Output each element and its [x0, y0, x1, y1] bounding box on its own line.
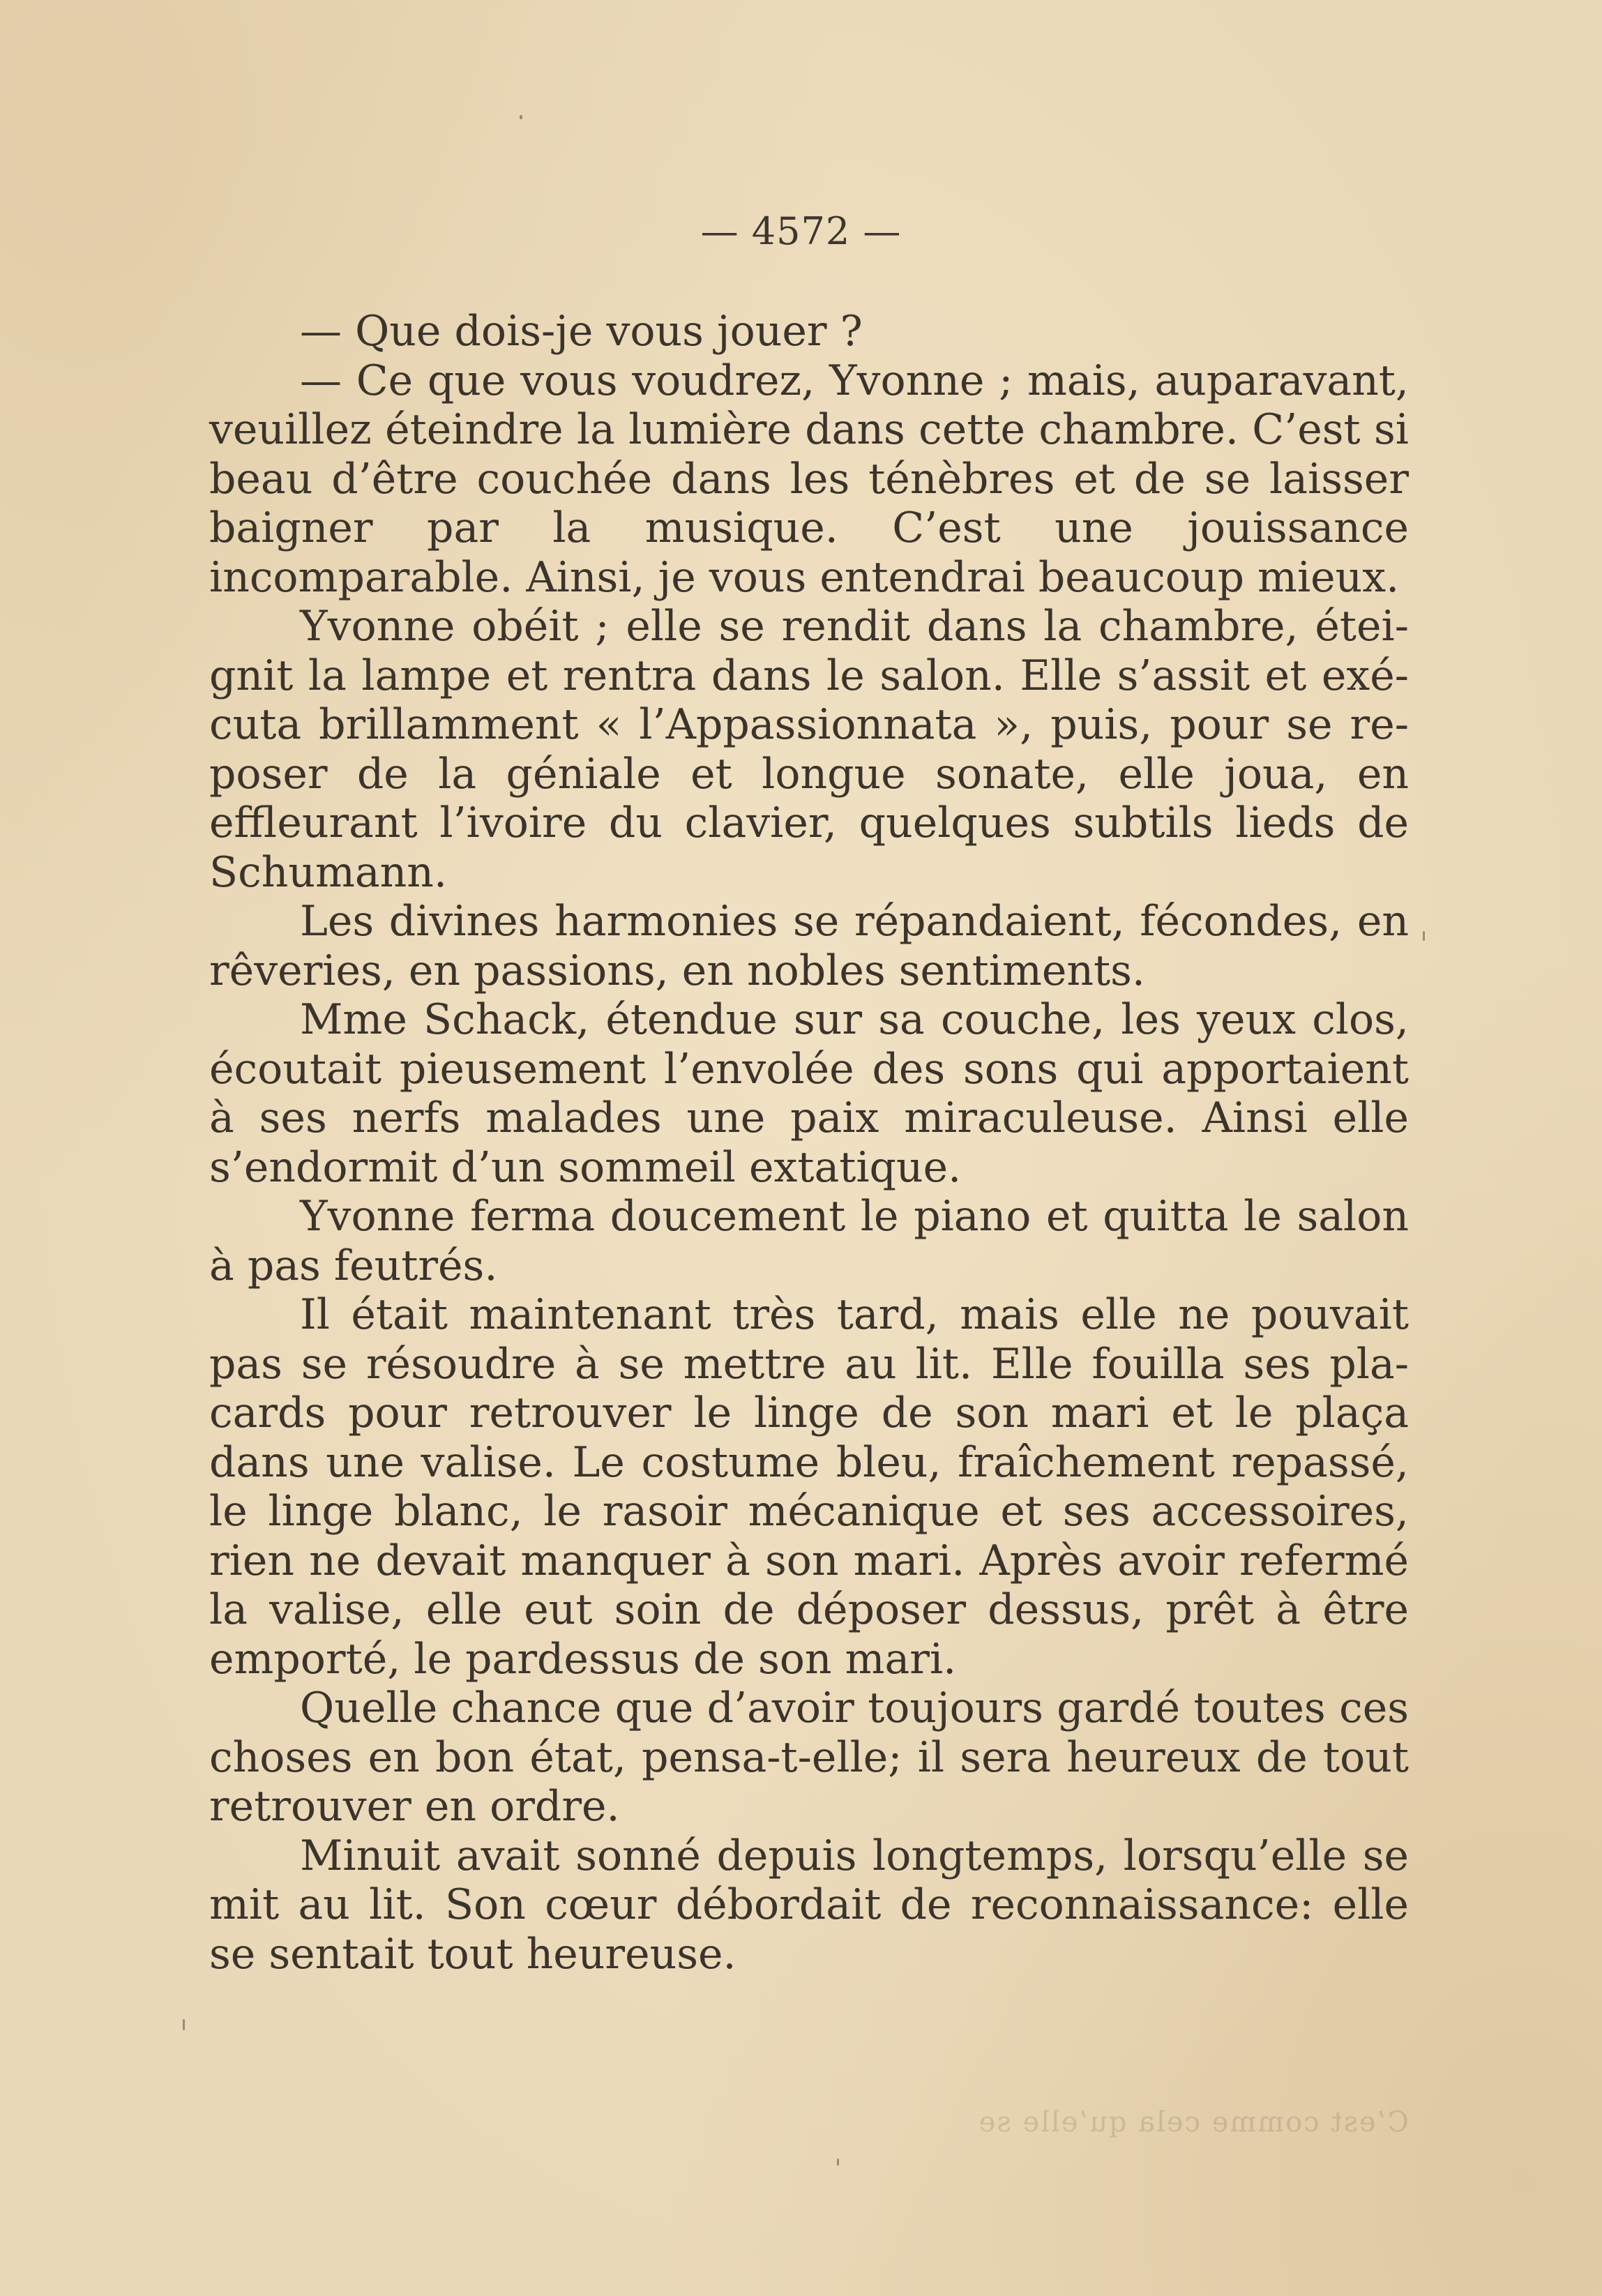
paper-speck: [183, 2019, 185, 2030]
paragraph: Minuit avait sonné depuis longtemps, lorsqu’elle se mit au lit. Son cœur débordait de reconnaissance: elle se sentait tout heureuse.: [209, 1831, 1409, 1979]
paper-speck: [837, 2159, 839, 2166]
paragraph: Il était maintenant très tard, mais elle ne pouvait pas se résoudre à se mettre au lit. Elle fouilla ses placards pour retrouver le linge de son mari et le plaça dans une valise. Le costume bleu, fraîchement repassé, le linge blanc, le rasoir mécanique et ses accessoires, rien ne devait manquer à son mari. Après avoir refermé la valise, elle eut soin de déposer dessus, prêt à être emporté, le pardessus de son mari.: [209, 1290, 1409, 1684]
paragraph: — Ce que vous voudrez, Yvonne ; mais, auparavant, veuillez éteindre la lumière dans cette chambre. C’est si beau d’être couchée dans les ténèbres et de se laisser baigner par la musique. C’est une jouissance incomparable. Ainsi, je vous entendrai beaucoup mieux.: [209, 356, 1409, 602]
page-number: — 4572 —: [700, 209, 902, 253]
body-text: [209, 307, 1409, 1979]
paragraph: — Que dois-je vous jouer ?: [300, 307, 863, 356]
paragraph: Quelle chance que d’avoir toujours gardé toutes ces choses en bon état, pensa-t-elle; il sera heureux de tout retrouver en ordre.: [209, 1684, 1409, 1831]
bleed-through-text: C’est comme cela qu’elle se: [977, 2106, 1409, 2138]
paragraph: Yvonne obéit ; elle se rendit dans la chambre, éteignit la lampe et rentra dans le salon. Elle s’assit et exécuta brillamment « l’Appassionnata », puis, pour se reposer de la géniale et longue sonate, elle joua, en effleurant l’ivoire du clavier, quelques subtils lieds de Schumann.: [209, 602, 1409, 897]
paragraph: Yvonne ferma doucement le piano et quitta le salon à pas feutrés.: [209, 1192, 1409, 1290]
paper-speck: [520, 115, 522, 119]
paper-speck: [1423, 931, 1425, 941]
paragraph: Les divines harmonies se répandaient, fécondes, en rêveries, en passions, en nobles sentiments.: [209, 897, 1409, 995]
paragraph: Mme Schack, étendue sur sa couche, les yeux clos, écoutait pieusement l’envolée des sons qui apportaient à ses nerfs malades une paix miraculeuse. Ainsi elle s’endormit d’un sommeil extatique.: [209, 995, 1409, 1192]
